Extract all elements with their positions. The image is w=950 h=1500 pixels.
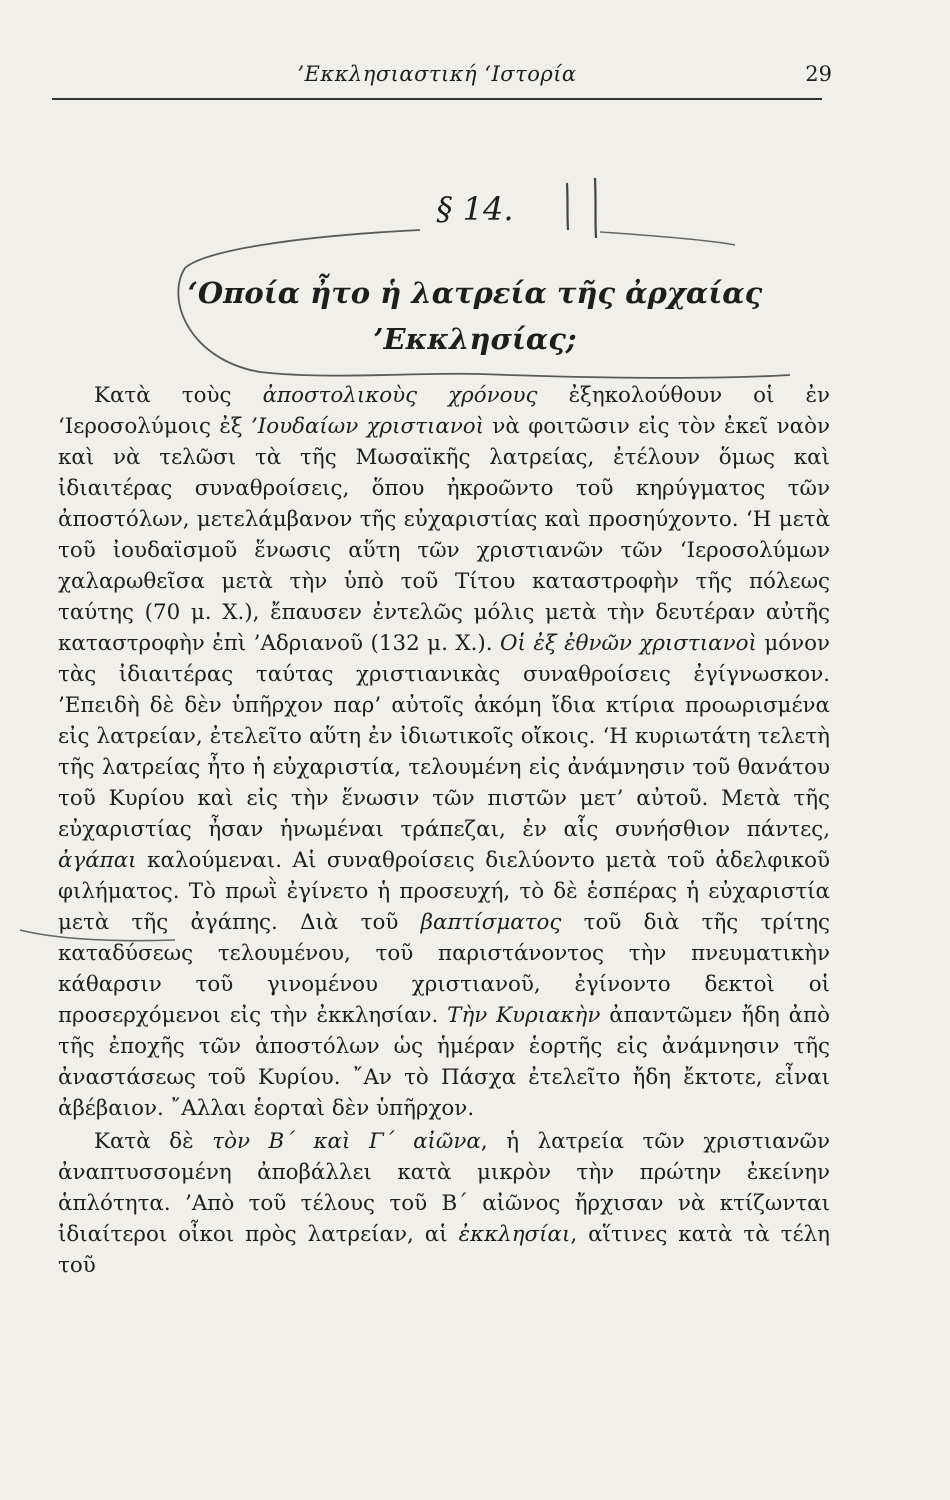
running-header bbox=[52, 62, 832, 100]
paragraph-text: Κατὰ τοὺς bbox=[94, 383, 263, 408]
paragraph-text: , ἡ λατρεία τῶν χριστιανῶν ἀναπτυσσομένη ἀποβάλλει κατὰ μικρὸν τὴν πρώτην ἐκείνην ἁπλότητα. ’Απὸ τοῦ τέλους τοῦ Β΄ αἰῶνος ἤρχισαν νὰ κτίζωνται ἰδιαίτεροι οἶκοι πρὸς λατρείαν, αἱ bbox=[58, 1129, 830, 1247]
page-number: 29 bbox=[805, 62, 832, 86]
emphasis-text: ἐκκλησίαι bbox=[458, 1222, 571, 1247]
body-text bbox=[58, 380, 830, 1281]
emphasis-text: τὸν Β΄ καὶ Γ΄ αἰῶνα bbox=[212, 1129, 481, 1154]
pencil-stroke bbox=[600, 232, 735, 245]
emphasis-text: βαπτίσματος bbox=[420, 910, 562, 935]
paragraph-text: τοῦ διὰ τῆς τρίτης καταδύσεως τελουμένου, τοῦ παριστάνοντος τὴν πνευματικὴν κάθαρσιν τοῦ γινομένου χριστιανοῦ, ἐγίνοντο δεκτοὶ οἱ προσερχόμενοι εἰς τὴν ἐκκλησίαν. bbox=[58, 910, 830, 1028]
emphasis-text: ἀποστολικοὺς χρόνους bbox=[262, 383, 538, 408]
paragraph-text: , αἵτινες κατὰ τὰ τέλη τοῦ bbox=[58, 1222, 830, 1278]
section-title-line-1: ‘Οποία ἦτο ἡ λατρεία τῆς ἀρχαίας bbox=[187, 276, 763, 310]
paragraph-text: καλούμεναι. Αἱ συναθροίσεις διελύοντο μετὰ τοῦ ἀδελφικοῦ φιλήματος. Τὸ πρωῒ ἐγίνετο ἡ προσευχή, τὸ δὲ ἑσπέρας ἡ εὐχαριστία μετὰ τῆς ἀγάπης. Διὰ τοῦ bbox=[58, 848, 830, 935]
section-number: § 14. bbox=[436, 190, 514, 228]
section-title-line-2: ’Εκκλησίας; bbox=[373, 322, 577, 356]
emphasis-text: ἀγάπαι bbox=[58, 848, 137, 873]
running-title: ’Εκκλησιαστική ‘Ιστορία bbox=[297, 62, 577, 86]
paragraph-text: μόνον τὰς ἰδιαιτέρας ταύτας χριστιανικὰς συναθροίσεις ἐγίγνωσκον. ’Επειδὴ δὲ δὲν ὑπῆρχον παρ’ αὐτοῖς ἀκόμη ἴδια κτίρια προωρισμένα εἰς λατρείαν, ἐτελεῖτο αὕτη ἐν ἰδιωτικοῖς οἴκοις. ‘Η κυριωτάτη τελετὴ τῆς λατρείας ἦτο ἡ εὐχαριστία, τελουμένη εἰς ἀνάμνησιν τοῦ θανάτου τοῦ Κυρίου καὶ εἰς τὴν ἕνωσιν τῶν πιστῶν μετ’ αὐτοῦ. Μετὰ τῆς εὐχαριστίας ἦσαν ἡνωμέναι τράπεζαι, ἐν αἷς συνήσθιον πάντες, bbox=[58, 631, 831, 842]
paragraph-text: ἀπαντῶμεν ἤδη ἀπὸ τῆς ἐποχῆς τῶν ἀποστόλων ὡς ἡμέραν ἑορτῆς εἰς ἀνάμνησιν τῆς ἀναστάσεως τοῦ Κυρίου. ῎Αν τὸ Πάσχα ἐτελεῖτο ἤδη ἔκτοτε, εἶναι ἀβέβαιον. ῎Αλλαι ἑορταὶ δὲν ὑπῆρχον. bbox=[58, 1003, 830, 1121]
section-heading bbox=[0, 270, 950, 362]
paragraph-text: Κατὰ δὲ bbox=[94, 1129, 213, 1154]
emphasis-text: Τὴν Κυριακὴν bbox=[447, 1003, 601, 1028]
paragraph-text: ἐξηκολούθουν οἱ ἐν ‘Ιεροσολύμοις ἐξ bbox=[58, 383, 831, 439]
paragraph bbox=[58, 1126, 830, 1281]
paragraph-text: νὰ φοιτῶσιν εἰς τὸν ἐκεῖ ναὸν καὶ νὰ τελῶσι τὰ τῆς Μωσαϊκῆς λατρείας, ἐτέλουν ὅμως καὶ ἰδιαιτέρας συναθροίσεις, ὅπου ἠκροῶντο τοῦ κηρύγματος τῶν ἀποστόλων, μετελάμβανον τῆς εὐχαριστίας καὶ προσηύχοντο. ‘Η μετὰ τοῦ ἰουδαϊσμοῦ ἕνωσις αὕτη τῶν χριστιανῶν τῶν ‘Ιεροσολύμων χαλαρωθεῖσα μετὰ τὴν ὑπὸ τοῦ Τίτου καταστροφὴν τῆς πόλεως ταύτης (70 μ. Χ.), ἔπαυσεν ἐντελῶς μόλις μετὰ τὴν δευτέραν αὐτῆς καταστροφὴν ἐπὶ ’Αδριανοῦ (132 μ. Χ.). bbox=[58, 414, 830, 656]
emphasis-text: ’Ιουδαίων χριστιανοὶ bbox=[250, 414, 485, 439]
paragraph bbox=[58, 380, 830, 1124]
emphasis-text: Οἱ ἐξ ἐθνῶν χριστιανοὶ bbox=[500, 631, 757, 656]
